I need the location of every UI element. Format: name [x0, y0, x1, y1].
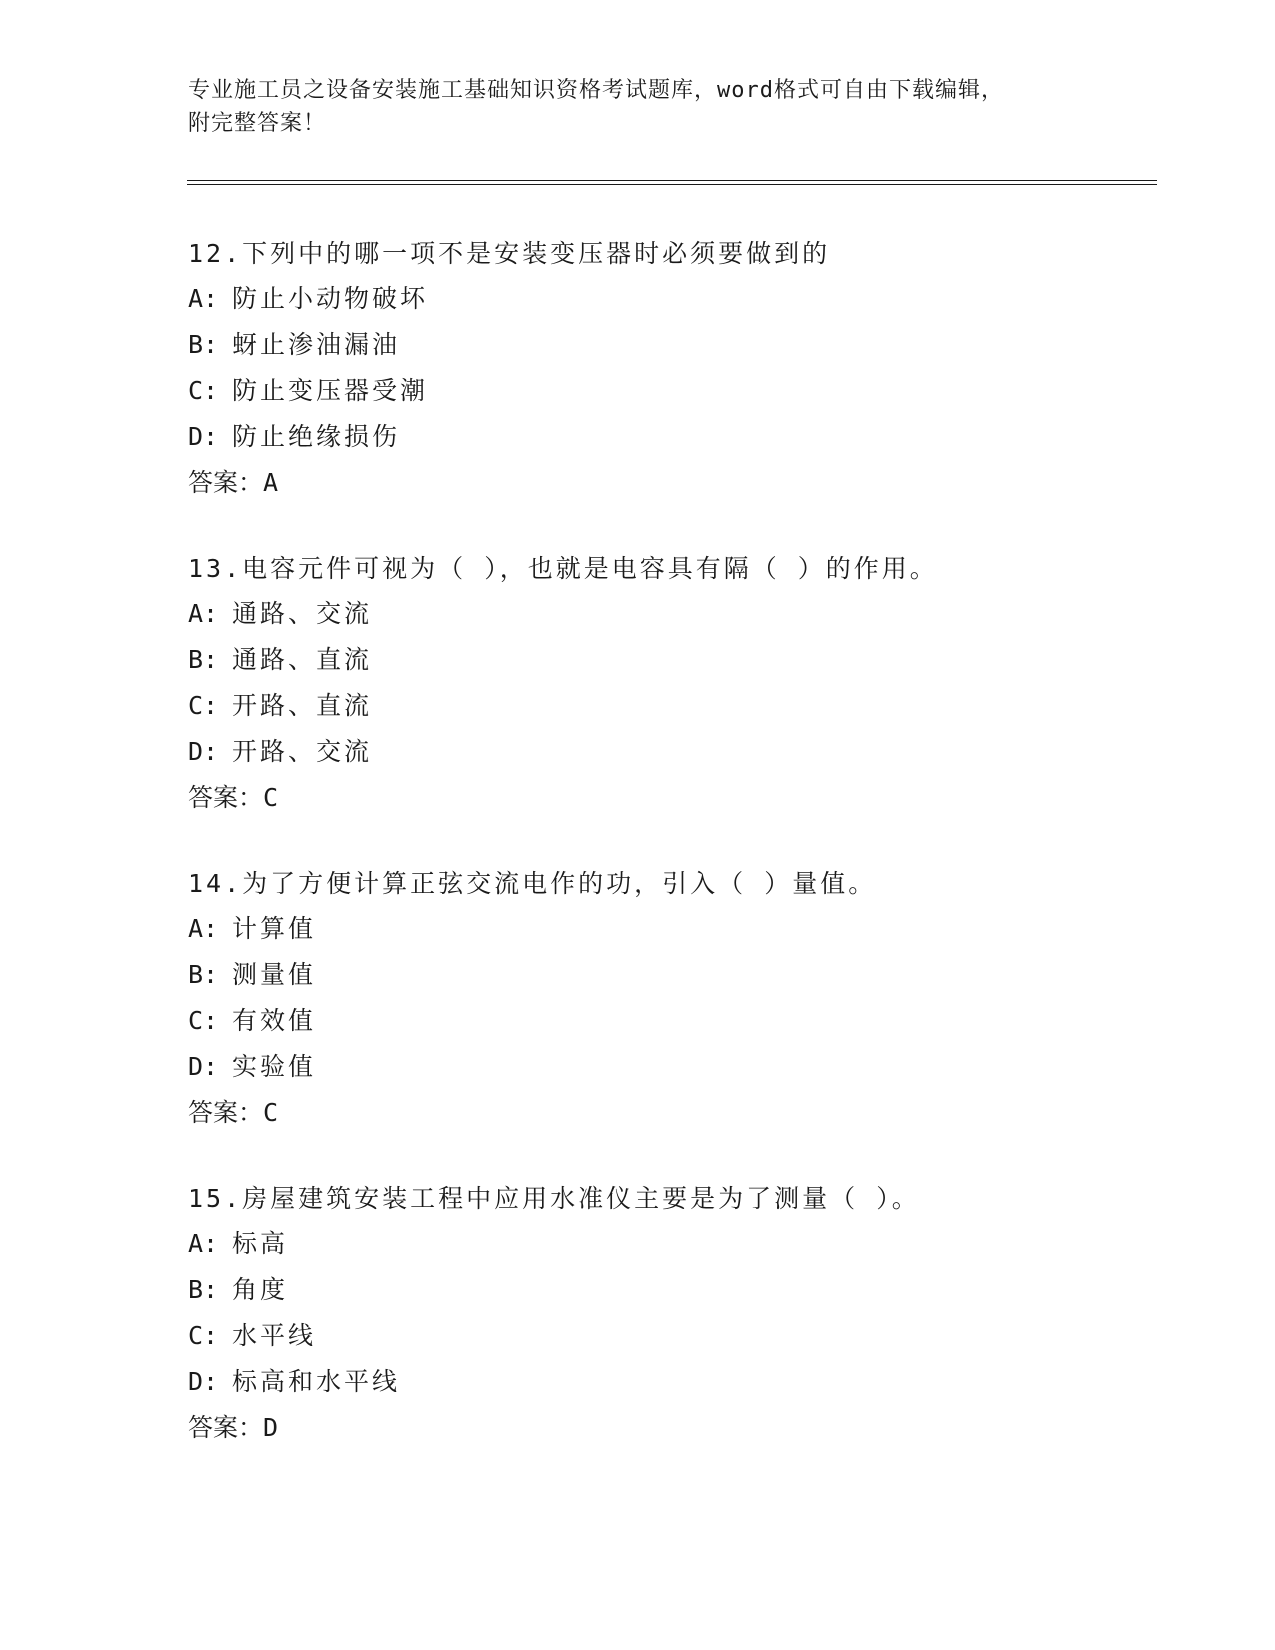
- option-key: C:: [188, 1321, 219, 1350]
- question-13: [188, 554, 1168, 829]
- answer-line: [188, 468, 1168, 514]
- question-stem: 12.下列中的哪一项不是安装变压器时必须要做到的: [188, 239, 831, 268]
- option-key: A:: [188, 914, 219, 943]
- document-header: [188, 74, 1108, 140]
- option-b: [188, 330, 1168, 376]
- option-key: D:: [188, 422, 219, 451]
- option-d: [188, 422, 1168, 468]
- option-a: [188, 914, 1168, 960]
- header-line-2: 附完整答案！: [188, 111, 327, 136]
- option-text: 标高和水平线: [232, 1367, 401, 1396]
- option-c: [188, 1006, 1168, 1052]
- option-key: C:: [188, 691, 219, 720]
- option-text: 实验值: [232, 1052, 317, 1081]
- option-text: 防止变压器受潮: [232, 376, 429, 405]
- answer-label: 答案：: [188, 1098, 264, 1127]
- option-b: [188, 1275, 1168, 1321]
- option-text: 测量值: [232, 960, 317, 989]
- header-divider-top: [187, 180, 1157, 181]
- question-14: [188, 869, 1168, 1144]
- option-key: B:: [188, 330, 219, 359]
- option-text: 角度: [232, 1275, 289, 1304]
- option-key: C:: [188, 376, 219, 405]
- option-d: [188, 1367, 1168, 1413]
- answer-label: 答案：: [188, 468, 264, 497]
- option-text: 防止绝缘损伤: [232, 422, 401, 451]
- option-a: [188, 1229, 1168, 1275]
- question-stem: 14.为了方便计算正弦交流电作的功，引入（ ）量值。: [188, 869, 877, 898]
- header-line-1: 专业施工员之设备安装施工基础知识资格考试题库，word格式可自由下载编辑，: [188, 78, 1004, 103]
- option-d: [188, 1052, 1168, 1098]
- option-key: D:: [188, 1052, 219, 1081]
- option-key: A:: [188, 284, 219, 313]
- option-text: 开路、交流: [232, 737, 373, 766]
- option-c: [188, 691, 1168, 737]
- option-text: 通路、直流: [232, 645, 373, 674]
- option-text: 有效值: [232, 1006, 317, 1035]
- answer-label: 答案：: [188, 783, 264, 812]
- option-a: [188, 599, 1168, 645]
- answer-value: D: [263, 1413, 279, 1442]
- header-divider-bottom: [187, 184, 1157, 185]
- answer-value: C: [263, 783, 279, 812]
- option-key: A:: [188, 599, 219, 628]
- option-text: 计算值: [232, 914, 317, 943]
- question-12: [188, 239, 1168, 514]
- option-text: 水平线: [232, 1321, 317, 1350]
- option-text: 开路、直流: [232, 691, 373, 720]
- option-key: A:: [188, 1229, 219, 1258]
- answer-label: 答案：: [188, 1413, 264, 1442]
- question-stem: 15.房屋建筑安装工程中应用水准仪主要是为了测量（ ）。: [188, 1184, 920, 1213]
- option-c: [188, 376, 1168, 422]
- answer-value: A: [263, 468, 279, 497]
- answer-value: C: [263, 1098, 279, 1127]
- option-key: C:: [188, 1006, 219, 1035]
- option-text: 防止小动物破坏: [232, 284, 429, 313]
- option-b: [188, 960, 1168, 1006]
- option-text: 蚜止渗油漏油: [232, 330, 401, 359]
- option-a: [188, 284, 1168, 330]
- option-text: 通路、交流: [232, 599, 373, 628]
- option-key: B:: [188, 645, 219, 674]
- option-d: [188, 737, 1168, 783]
- option-c: [188, 1321, 1168, 1367]
- question-15: [188, 1184, 1168, 1459]
- option-key: D:: [188, 737, 219, 766]
- answer-line: [188, 1413, 1168, 1459]
- question-stem: 13.电容元件可视为（ ），也就是电容具有隔（ ）的作用。: [188, 554, 938, 583]
- answer-line: [188, 1098, 1168, 1144]
- option-key: B:: [188, 1275, 219, 1304]
- option-b: [188, 645, 1168, 691]
- option-key: D:: [188, 1367, 219, 1396]
- option-key: B:: [188, 960, 219, 989]
- option-text: 标高: [232, 1229, 289, 1258]
- answer-line: [188, 783, 1168, 829]
